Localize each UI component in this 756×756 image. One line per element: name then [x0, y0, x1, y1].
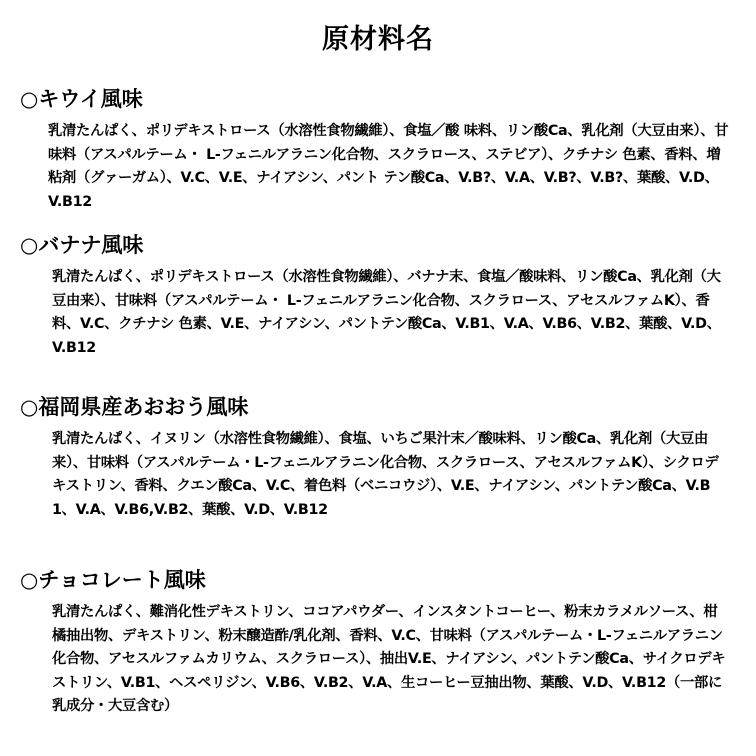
- section-banana: [20, 230, 730, 360]
- section-fukuoka-strawberry: [20, 392, 730, 522]
- section-heading-fukuoka-strawberry: ○福岡県産あおおう風味: [20, 395, 249, 419]
- ingredients-text-banana: 乳清たんぱく、ポリデキストロース（水溶性食物繊維）、バナナ末、食塩／酸味料、リン酸Ca、乳化剤（大豆由来）、甘味料（アスパルテーム・ L-フェニルアラニン化合物、スクラロース、アセスルファムK）、香料、V.C、クチナシ 色素、V.E、ナイアシン、パントテン酸Ca、V.B1、V.A、V.B6、V.B2、葉酸、V.D、V.B12: [52, 269, 721, 356]
- ingredients-text-fukuoka-strawberry: 乳清たんぱく、イヌリン（水溶性食物繊維）、食塩、いちご果汁末／酸味料、リン酸Ca、乳化剤（大豆由来）、甘味料（アスパルテーム・L-フェニルアラニン化合物、スクラロース、アセスルファムK）、シクロデキストリン、香料、クエン酸Ca、V.C、着色料（ベニコウジ）、V.E、ナイアシン、パントテン酸Ca、V.B1、V.A、V.B6,V.B2、葉酸、V.D、V.B12: [52, 431, 719, 518]
- section-kiwi: [20, 84, 730, 214]
- section-chocolate: [20, 565, 730, 719]
- section-heading-kiwi: ○キウイ風味: [20, 87, 143, 111]
- section-heading-banana: ○バナナ風味: [20, 233, 144, 257]
- ingredients-text-kiwi: 乳清たんぱく、ポリデキストロース（水溶性食物繊維）、食塩／酸 味料、リン酸Ca、乳化剤（大豆由来）、甘味料（アスパルテーム・ L-フェニルアラニン化合物、スクラロース、ステビア）、クチナシ 色素、香料、増粘剤（グァーガム）、V.C、V.E、ナイアシン、パント テン酸Ca、V.B?、V.A、V.B?、V.B?、葉酸、V.D、V.B12: [48, 123, 729, 210]
- page-title: 原材料名: [322, 24, 434, 55]
- section-heading-chocolate: ○チョコレート風味: [20, 568, 206, 592]
- ingredients-text-chocolate: 乳清たんぱく、難消化性デキストリン、ココアパウダー、インスタントコーヒー、粉末カラメルソース、柑橘抽出物、デキストリン、粉末醸造酢/乳化剤、香料、V.C、甘味料（アスパルテーム・L-フェニルアラニン化合物、アセスルファムカリウム、スクラロース）、抽出V.E、ナイアシン、パントテン酸Ca、サイクロデキストリン、V.B1、ヘスペリジン、V.B6、V.B2、V.A、生コーヒー豆抽出物、葉酸、V.D、V.B12（一部に乳成分・大豆含む）: [52, 604, 726, 714]
